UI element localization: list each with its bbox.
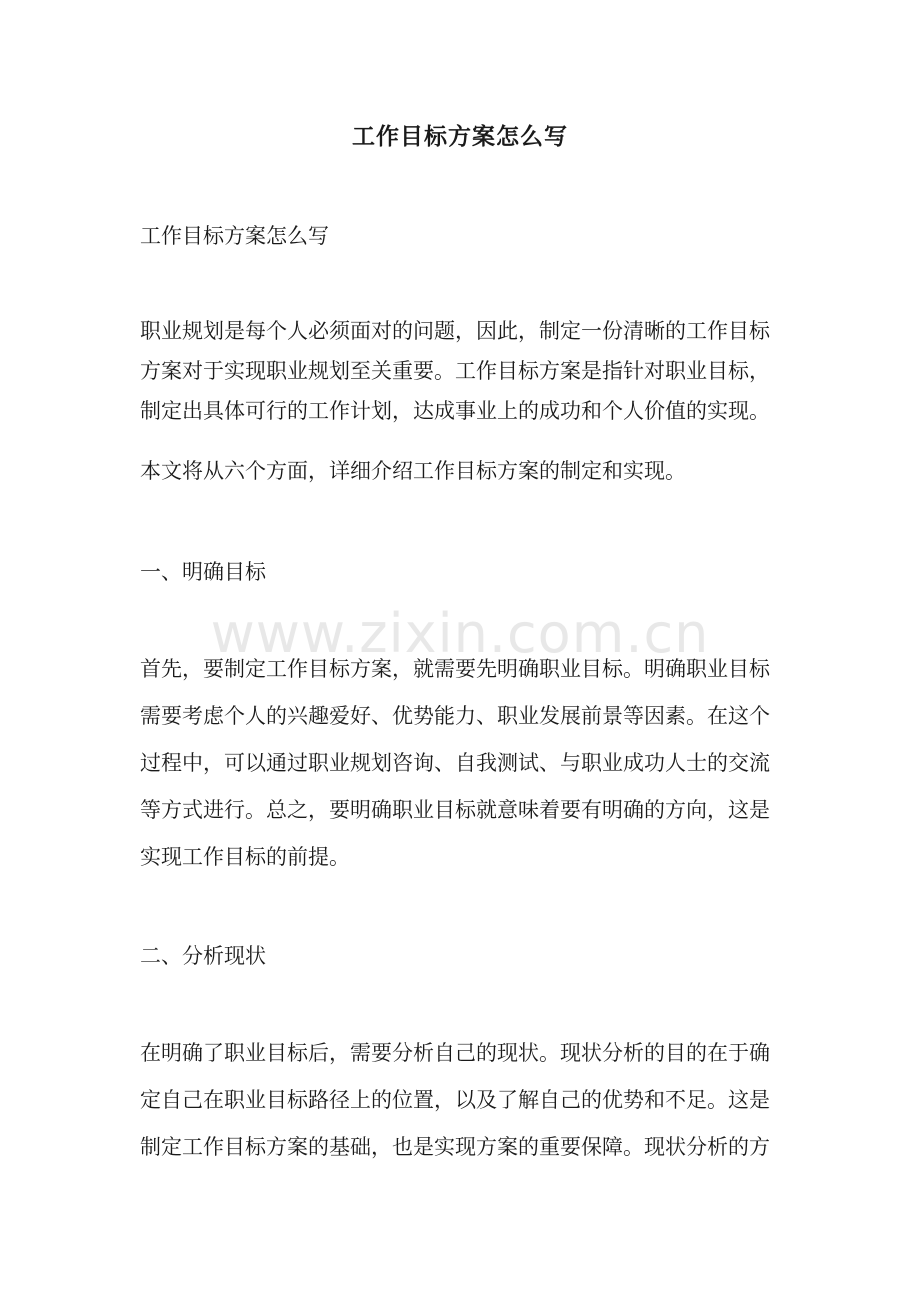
section-2-line-2: 定自己在职业目标路径上的位置，以及了解自己的优势和不足。这是 <box>140 1088 770 1112</box>
section-2-line-1: 在明确了职业目标后，需要分析自己的现状。现状分析的目的在于确 <box>140 1041 770 1065</box>
section-1-line-5: 实现工作目标的前提。 <box>140 845 350 869</box>
intro-line-3: 制定出具体可行的工作计划，达成事业上的成功和个人价值的实现。 <box>140 399 770 423</box>
section-2-heading: 二、分析现状 <box>140 944 266 968</box>
watermark: www.zixin.com.cn <box>210 602 710 665</box>
intro-line-2: 方案对于实现职业规划至关重要。工作目标方案是指针对职业目标， <box>140 359 770 383</box>
intro-line-4: 本文将从六个方面，详细介绍工作目标方案的制定和实现。 <box>140 459 686 483</box>
section-1-heading: 一、明确目标 <box>140 560 266 584</box>
document-title: 工作目标方案怎么写 <box>352 123 568 150</box>
section-1-line-3: 过程中，可以通过职业规划咨询、自我测试、与职业成功人士的交流 <box>140 751 770 775</box>
section-1-line-2: 需要考虑个人的兴趣爱好、优势能力、职业发展前景等因素。在这个 <box>140 704 770 728</box>
section-1-line-1: 首先，要制定工作目标方案，就需要先明确职业目标。明确职业目标 <box>140 657 770 681</box>
document-subtitle: 工作目标方案怎么写 <box>140 224 329 248</box>
section-1-line-4: 等方式进行。总之，要明确职业目标就意味着要有明确的方向，这是 <box>140 798 770 822</box>
intro-line-1: 职业规划是每个人必须面对的问题，因此，制定一份清晰的工作目标 <box>140 319 770 343</box>
section-2-line-3: 制定工作目标方案的基础，也是实现方案的重要保障。现状分析的方 <box>140 1135 770 1159</box>
